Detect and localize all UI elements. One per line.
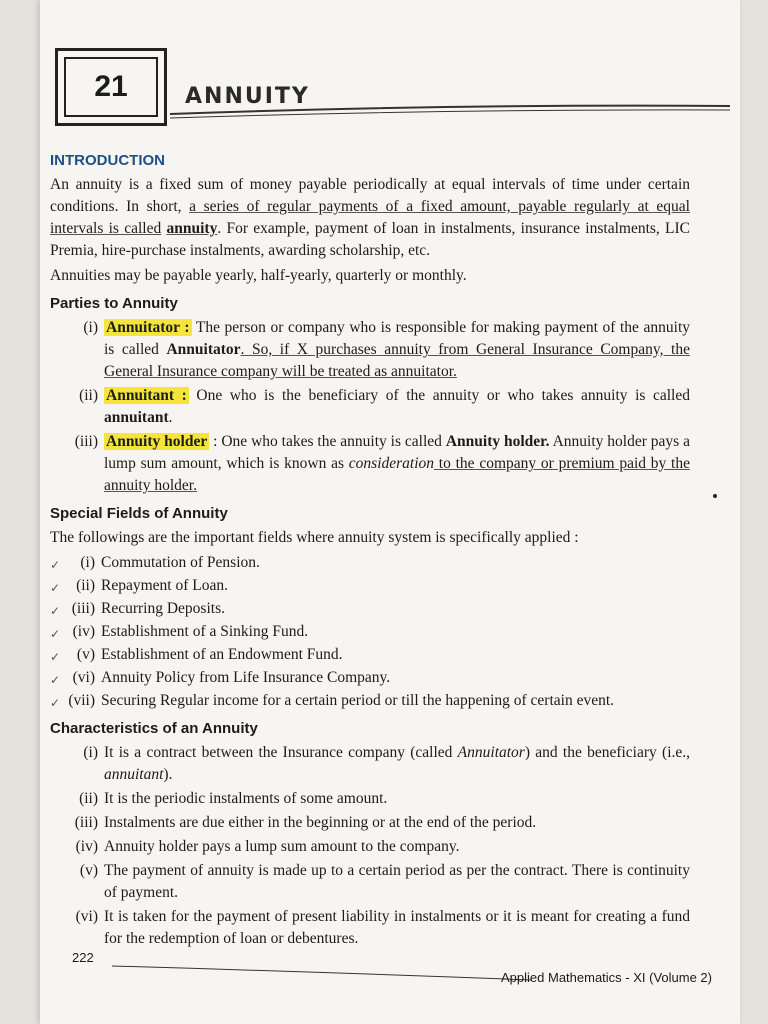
item-number-wrap	[50, 644, 101, 666]
chapter-number: 21	[64, 57, 158, 117]
item-number-wrap	[50, 690, 101, 712]
item-text	[104, 431, 690, 497]
item-number: (iv)	[75, 838, 98, 855]
item-text: It is the periodic instalments of some amount.	[104, 790, 388, 807]
special-fields-list	[50, 552, 690, 712]
item-text: Establishment of an Endowment Fund.	[101, 646, 343, 663]
item-number-wrap	[50, 552, 101, 574]
check-mark-icon: ✓	[50, 627, 61, 641]
chapter-title: ANNUITY	[185, 84, 310, 109]
characteristics-list	[50, 742, 690, 950]
introduction-heading: INTRODUCTION	[50, 152, 165, 169]
text-part: ) and the beneficiary (i.e.,	[524, 744, 691, 761]
item-number: (iii)	[71, 600, 95, 617]
main-content	[50, 144, 690, 952]
item-text: Annuity Policy from Life Insurance Company.	[101, 669, 391, 686]
list-item	[50, 860, 690, 904]
item-number: (iv)	[72, 623, 95, 640]
book-title: Applied Mathematics - XI (Volume 2)	[501, 970, 712, 985]
list-item	[50, 667, 690, 689]
text-part: .	[168, 409, 173, 426]
check-mark-icon: ✓	[50, 696, 61, 710]
item-number: (ii)	[76, 577, 95, 594]
item-number: (vi)	[75, 908, 98, 925]
italic-term: Annuitator	[457, 744, 525, 761]
item-text	[104, 385, 690, 429]
item-text: Annuity holder pays a lump sum amount to the company.	[104, 838, 460, 855]
page-number: 222	[72, 950, 94, 965]
text-part: Annuity holder pays a lump sum amount, which is known as	[104, 433, 690, 472]
text-part: . So, if X purchases annuity from General Insurance Company, the General Insurance company will be treated as annuitator.	[104, 341, 690, 380]
list-item	[50, 836, 690, 858]
item-text: Establishment of a Sinking Fund.	[101, 623, 309, 640]
item-number-wrap	[50, 667, 101, 689]
list-item	[50, 385, 690, 429]
check-mark-icon: ✓	[50, 558, 61, 572]
text-part: It is a contract between the Insurance company (called	[104, 744, 458, 761]
item-text	[104, 742, 690, 786]
highlighted-term: Annuity holder	[106, 433, 208, 450]
list-item	[50, 621, 690, 643]
intro-text-underlined: a series of regular payments of a fixed amount, payable regularly at equal intervals is called	[50, 198, 690, 237]
item-number: (vii)	[68, 692, 95, 709]
parties-list	[50, 317, 690, 497]
list-item	[50, 317, 690, 383]
highlighted-term: Annuitant :	[106, 387, 187, 404]
item-number: (iii)	[74, 814, 98, 831]
item-text: Repayment of Loan.	[101, 577, 228, 594]
text-part: to the company or premium paid by the annuity holder.	[104, 455, 690, 494]
item-number: (v)	[76, 646, 95, 663]
item-text: It is taken for the payment of present liability in instalments or it is meant for creating a fund for the redemption of loan or debentures.	[104, 908, 690, 947]
item-number: (ii)	[79, 387, 98, 404]
list-item	[50, 598, 690, 620]
italic-term: annuitant	[104, 766, 164, 783]
item-number: (i)	[80, 554, 95, 571]
footer-rule	[112, 962, 532, 982]
list-item	[50, 788, 690, 810]
text-part: : One who takes the annuity is called	[209, 433, 446, 450]
characteristics-heading: Characteristics of an Annuity	[50, 720, 258, 737]
list-item	[50, 690, 690, 712]
item-number: (iii)	[74, 433, 98, 450]
item-text: The payment of annuity is made up to a certain period as per the contract. There is continuity of payment.	[104, 862, 690, 901]
item-text: Commutation of Pension.	[101, 554, 260, 571]
item-text: Instalments are due either in the beginning or at the end of the period.	[104, 814, 537, 831]
item-number: (v)	[79, 862, 98, 879]
item-text	[104, 317, 690, 383]
text-part: The person or company who is responsible for making payment of the annuity is called	[104, 319, 690, 358]
list-item	[50, 906, 690, 950]
page-footer	[72, 950, 712, 990]
stray-dot	[713, 494, 717, 498]
list-item	[50, 644, 690, 666]
item-number: (ii)	[79, 790, 98, 807]
item-number-wrap	[50, 598, 101, 620]
intro-text-a: An annuity is a fixed sum of money payable periodically at equal intervals of time under certain conditions. In short,	[50, 176, 690, 215]
text-part: ).	[163, 766, 173, 783]
introduction-paragraph	[50, 174, 690, 262]
item-number: (i)	[83, 319, 98, 336]
check-mark-icon: ✓	[50, 581, 61, 595]
intro-term-annuity: annuity	[166, 220, 218, 237]
intro-text-c: . For example, payment of loan in instalments, insurance instalments, LIC Premia, hire-purchase instalments, awarding scholarship, etc.	[50, 220, 691, 259]
check-mark-icon: ✓	[50, 604, 61, 618]
item-number-wrap	[50, 575, 101, 597]
special-fields-intro: The followings are the important fields where annuity system is specifically applied :	[50, 529, 579, 546]
item-number: (vi)	[72, 669, 95, 686]
title-underline	[170, 100, 730, 124]
list-item	[50, 575, 690, 597]
list-item	[50, 812, 690, 834]
highlighted-term: Annuitator :	[106, 319, 190, 336]
bold-term: Annuity holder.	[445, 433, 550, 450]
item-number-wrap	[50, 621, 101, 643]
bold-term: annuitant	[104, 409, 169, 426]
item-text: Recurring Deposits.	[101, 600, 225, 617]
list-item	[50, 742, 690, 786]
chapter-number-box	[55, 48, 167, 126]
item-text: Securing Regular income for a certain period or till the happening of certain event.	[101, 692, 615, 709]
italic-term: consideration	[348, 455, 435, 472]
check-mark-icon: ✓	[50, 650, 61, 664]
introduction-paragraph-2: Annuities may be payable yearly, half-yearly, quarterly or monthly.	[50, 267, 467, 284]
list-item	[50, 431, 690, 497]
special-fields-heading: Special Fields of Annuity	[50, 505, 228, 522]
check-mark-icon: ✓	[50, 673, 61, 687]
item-number: (i)	[83, 744, 98, 761]
bold-term: Annuitator	[166, 341, 241, 358]
list-item	[50, 552, 690, 574]
text-part: One who is the beneficiary of the annuity or who takes annuity is called	[188, 387, 690, 404]
parties-heading: Parties to Annuity	[50, 295, 178, 312]
